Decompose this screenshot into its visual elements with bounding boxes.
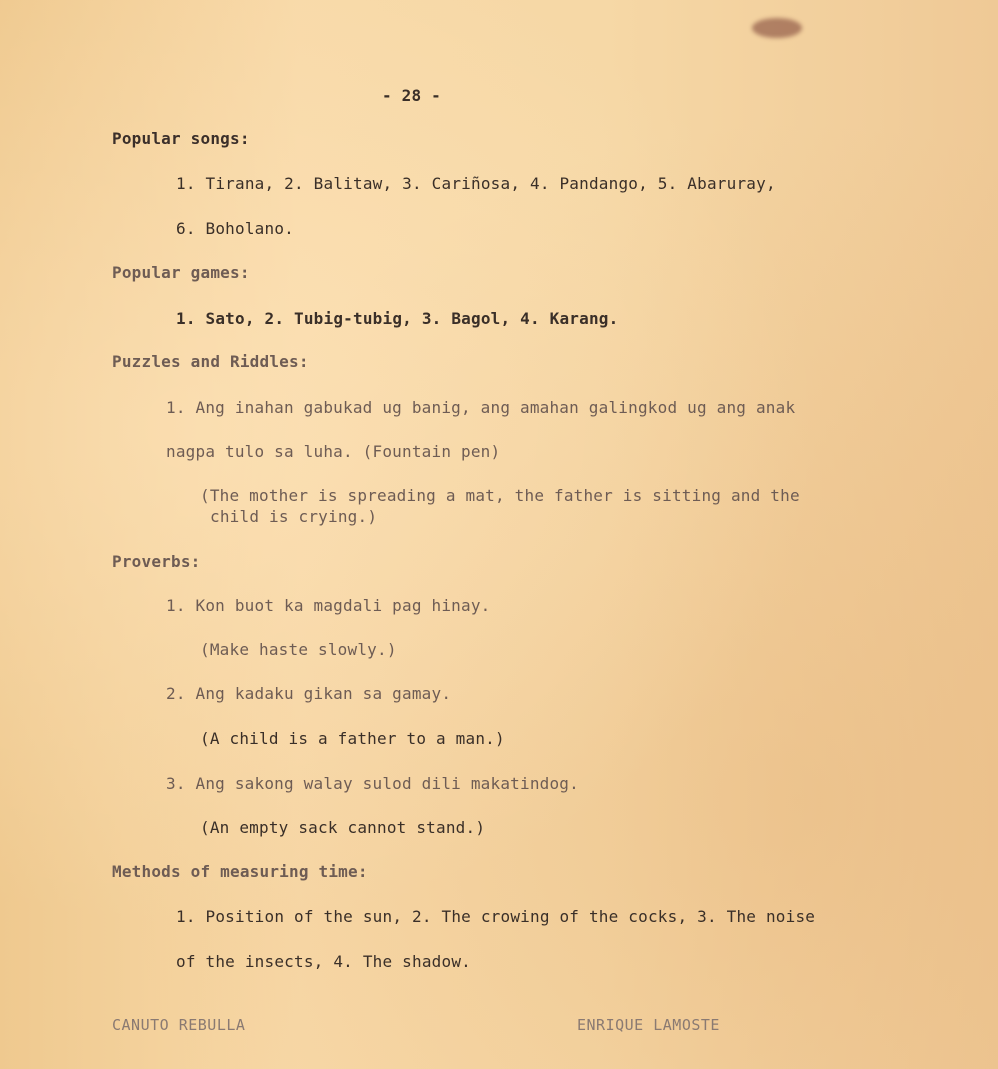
riddle-line-1: 1. Ang inahan gabukad ug banig, ang amahan galingkod ug ang anak bbox=[166, 398, 796, 417]
riddle-translation-2: child is crying.) bbox=[210, 507, 378, 526]
proverb-2-translation: (A child is a father to a man.) bbox=[200, 729, 505, 748]
page-number: - 28 - bbox=[382, 86, 441, 105]
heading-popular-songs: Popular songs: bbox=[112, 129, 250, 148]
proverb-3-translation: (An empty sack cannot stand.) bbox=[200, 818, 486, 837]
time-line-1: 1. Position of the sun, 2. The crowing of the cocks, 3. The noise bbox=[176, 907, 816, 926]
games-line-1: 1. Sato, 2. Tubig-tubig, 3. Bagol, 4. Karang. bbox=[176, 309, 619, 328]
time-line-2: of the insects, 4. The shadow. bbox=[176, 952, 471, 971]
riddle-translation-1: (The mother is spreading a mat, the father is sitting and the bbox=[200, 486, 800, 505]
signature-right: ENRIQUE LAMOSTE bbox=[577, 1016, 720, 1034]
heading-measuring-time: Methods of measuring time: bbox=[112, 862, 368, 881]
proverb-2: 2. Ang kadaku gikan sa gamay. bbox=[166, 684, 452, 703]
songs-line-1: 1. Tirana, 2. Balitaw, 3. Cariñosa, 4. Pandango, 5. Abaruray, bbox=[176, 174, 776, 193]
proverb-1-translation: (Make haste slowly.) bbox=[200, 640, 397, 659]
heading-proverbs: Proverbs: bbox=[112, 552, 201, 571]
proverb-1: 1. Kon buot ka magdali pag hinay. bbox=[166, 596, 491, 615]
signature-left: CANUTO REBULLA bbox=[112, 1016, 246, 1034]
heading-popular-games: Popular games: bbox=[112, 263, 250, 282]
heading-puzzles-riddles: Puzzles and Riddles: bbox=[112, 352, 309, 371]
proverb-3: 3. Ang sakong walay sulod dili makatindog. bbox=[166, 774, 579, 793]
ink-stain bbox=[752, 18, 802, 38]
songs-line-2: 6. Boholano. bbox=[176, 219, 294, 238]
riddle-line-2: nagpa tulo sa luha. (Fountain pen) bbox=[166, 442, 501, 461]
